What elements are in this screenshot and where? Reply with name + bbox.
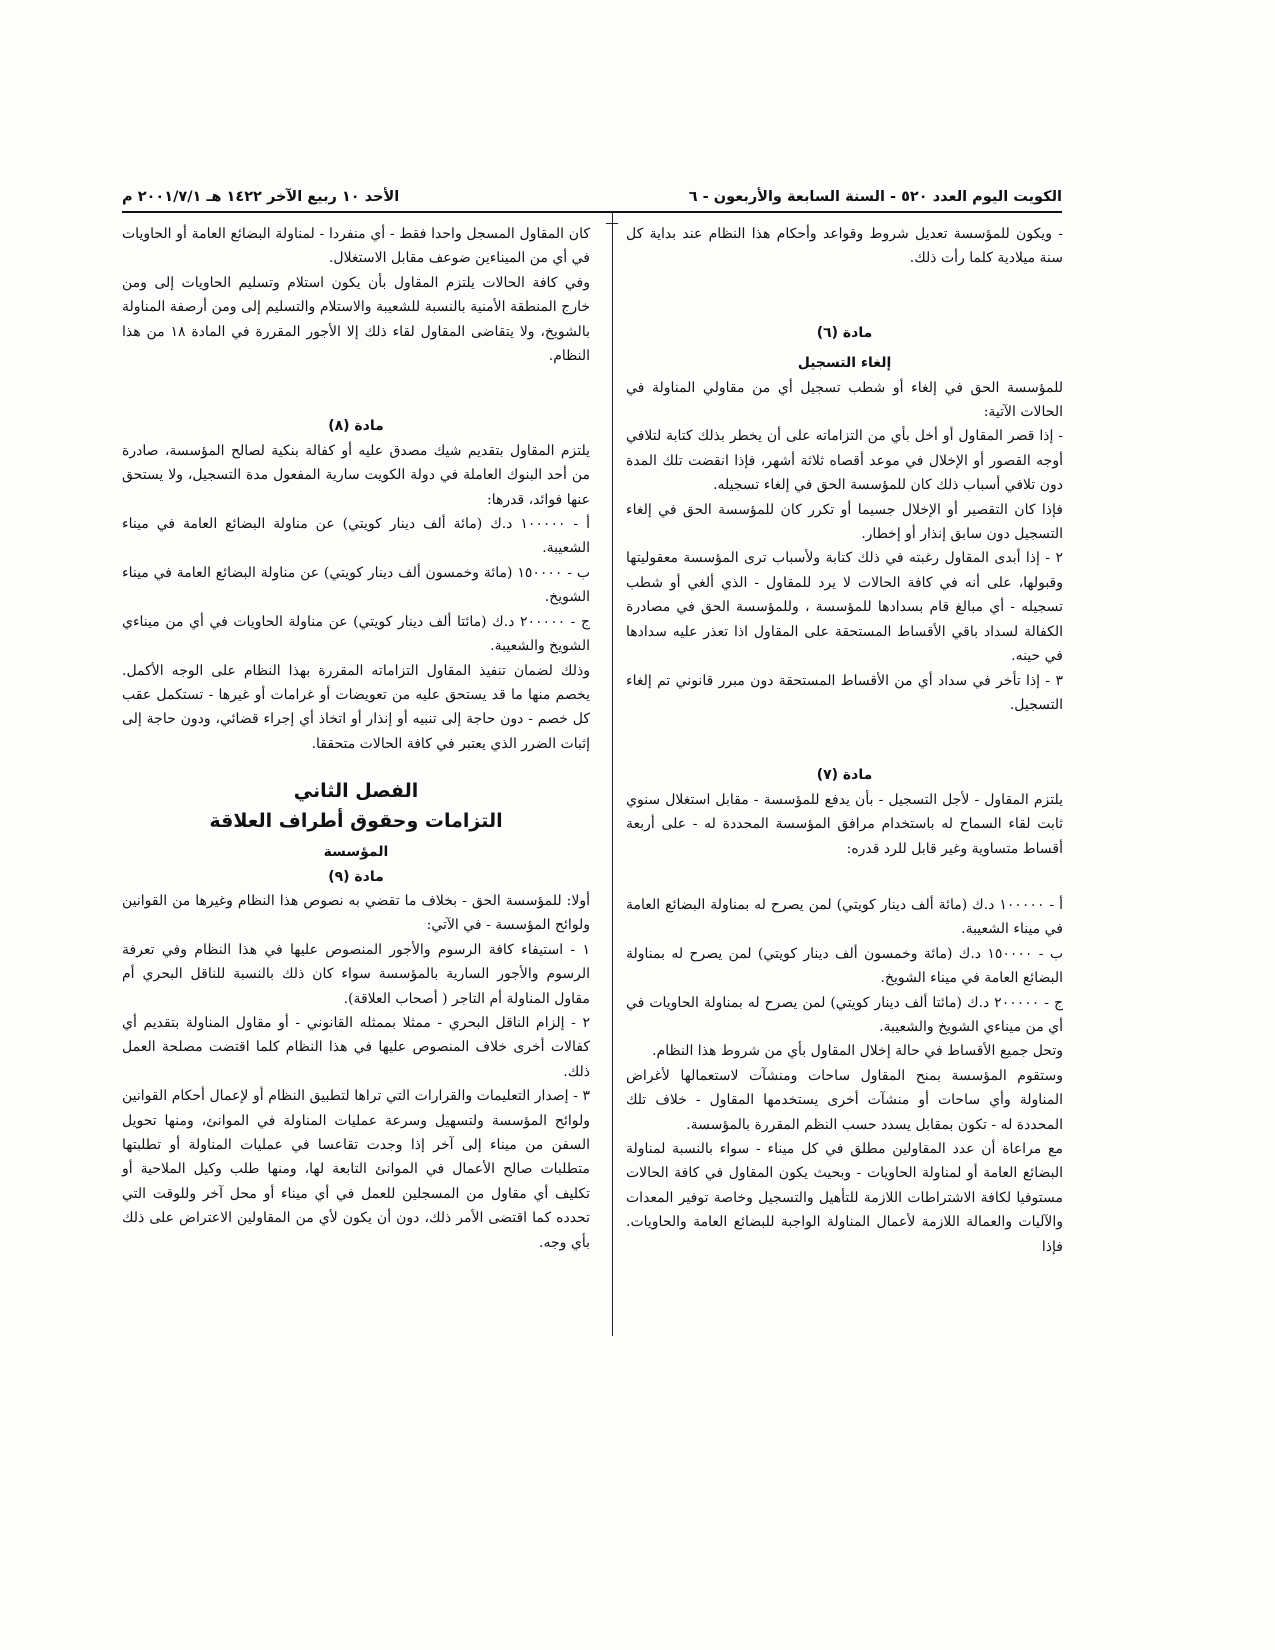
article-6-heading: مادة (٦) (816, 324, 873, 341)
article-6-paragraph: ٣ - إذا تأخر في سداد أي من الأقساط المستحقة دون مبرر قانوني تم إلغاء التسجيل. (626, 672, 1063, 713)
article-7-item: ب - ١٥٠٠٠٠ د.ك (مائة وخمسون ألف دينار كويتي) لمن يصرح له بمناولة البضائع العامة في ميناء الشويخ. (626, 945, 1063, 987)
article-8-paragraph: وذلك لضمان تنفيذ المقاول التزاماته المقررة بهذا النظام على الوجه الأكمل. يخصم منها ما قد يستحق عليه من تعويضات أو غرامات أو غيرها - تستكمل عقب كل خصم - دون حاجة إلى تنبيه أو إنذار أو اتخاذ أي إجراء قضائي، ودون حاجة إلى إثبات الضرر الذي يعتبر في كافة الحالات متحققا. (122, 662, 590, 752)
article-7-heading: مادة (٧) (816, 767, 873, 784)
header-left: الأحد ١٠ ربيع الآخر ١٤٢٢ هـ ٢٠٠١/٧/١ م (122, 189, 400, 205)
left-column (122, 222, 590, 1255)
spacer (626, 717, 1063, 763)
spacer (122, 756, 590, 776)
column-divider (612, 213, 613, 1336)
article-6-paragraph: - إذا قصر المقاول أو أخل بأي من التزاماته على أن يخطر بذلك كتابة لتلافي أوجه القصور أو الإخلال في موعد أقصاه ثلاثة أشهر، فإذا انقضت تلك المدة دون تلافي أسباب ذلك كان للمؤسسة الحق في إلغاء تسجيله. (626, 428, 1063, 494)
article-6-paragraph: فإذا كان التقصير أو الإخلال جسيما أو تكرر كان للمؤسسة الحق في إلغاء التسجيل دون سابق إنذار أو إخطار. (626, 501, 1063, 543)
article-7-item: أ - ١٠٠٠٠٠ د.ك (مائة ألف دينار كويتي) لمن يصرح له بمناولة البضائع العامة في ميناء الشعيبة. (626, 896, 1063, 938)
continued-paragraph: وفي كافة الحالات يلتزم المقاول بأن يكون استلام وتسليم الحاويات إلى ومن خارج المنطقة الأمنية بالنسبة للشعيبة والاستلام والتسليم إلى ومن أرصفة المناولة بالشويخ، ولا يتقاضى المقاول لقاء ذلك إلا الأجور المقررة في المادة ١٨ من هذا النظام. (122, 274, 590, 365)
spacer (122, 368, 590, 414)
section-heading: المؤسسة (323, 844, 389, 861)
chapter-title: الفصل الثاني (293, 780, 419, 803)
article-7-item: ج - ٢٠٠٠٠٠ د.ك (مائتا ألف دينار كويتي) لمن يصرح له بمناولة الحاويات في أي من ميناءي الشويخ والشعيبة. (626, 994, 1063, 1035)
article-8-item: ب - ١٥٠٠٠٠ (مائة وخمسون ألف دينار كويتي) عن مناولة البضائع العامة في ميناء الشويخ. (122, 564, 590, 606)
header-right: الكويت اليوم العدد ٥٢٠ - السنة السابعة والأربعون - ٦ (688, 189, 1062, 205)
article-7-paragraph: وتحل جميع الأقساط في حالة إخلال المقاول بأي من شروط هذا النظام. (652, 1043, 1063, 1060)
article-6-paragraph: للمؤسسة الحق في إلغاء أو شطب تسجيل أي من مقاولي المناولة في الحالات الآتية: (626, 379, 1063, 421)
article-8-heading: مادة (٨) (328, 418, 384, 435)
intro-paragraph: - ويكون للمؤسسة تعديل شروط وقواعد وأحكام هذا النظام عند بداية كل سنة ميلادية كلما رأت ذلك. (626, 226, 1063, 267)
article-8-item: ج - ٢٠٠٠٠٠ د.ك (مائتا ألف دينار كويتي) عن مناولة الحاويات في أي من ميناءي الشويخ والشعيبة. (122, 613, 591, 655)
spacer (626, 271, 1063, 321)
spacer (626, 861, 1063, 893)
chapter-subtitle: التزامات وحقوق أطراف العلاقة (209, 810, 503, 833)
article-9-item: ٢ - إلزام الناقل البحري - ممثلا بممثله القانوني - أو مقاول المناولة بتقديم أي كفالات أخرى خلاف المنصوص عليها في هذا النظام كلما اقتضت مصلحة العمل ذلك. (122, 1014, 590, 1080)
article-8-item: أ - ١٠٠٠٠٠ د.ك (مائة ألف دينار كويتي) عن مناولة البضائع العامة في ميناء الشعيبة. (122, 516, 590, 557)
article-6-paragraph: ٢ - إذا أبدى المقاول رغبته في ذلك كتابة ولأسباب ترى المؤسسة معقوليتها وقبولها، على أنه في كافة الحالات لا يرد للمقاول - الذي ألغي أو شطب تسجيله - أي مبالغ قام بسدادها للمؤسسة ، وللمؤسسة الحق في مصادرة الكفالة لسداد باقي الأقساط المستحقة على المقاول اذا تعذر عليه سدادها في حينه. (626, 550, 1063, 665)
article-7-paragraph: وستقوم المؤسسة بمنح المقاول ساحات ومنشآت لاستعمالها لأغراض المناولة وأي ساحات أو منشآت أخرى يستخدمها المقاول - خلاف تلك المحددة له - تكون بمقابل يسدد حسب النظم المقررة بالمؤسسة. (626, 1067, 1063, 1133)
divider-tick (606, 223, 618, 224)
continued-paragraph: كان المقاول المسجل واحدا فقط - أي منفردا - لمناولة البضائع العامة أو الحاويات في أي من الميناءين ضوعف مقابل الاستغلال. (122, 226, 590, 267)
right-column (626, 222, 1063, 1259)
article-9-paragraph: أولا: للمؤسسة الحق - بخلاف ما تقضي به نصوص هذا النظام وغيرها من القوانين ولوائح المؤسسة - في الآتي: (122, 892, 590, 934)
article-9-item: ١ - استيفاء كافة الرسوم والأجور المنصوص عليها في هذا النظام وفي تعرفة الرسوم والأجور السارية بالمؤسسة سواء كان ذلك بالنسبة للناقل البحري أم مقاول المناولة أم التاجر ( أصحاب العلاقة). (122, 941, 590, 1007)
article-7-paragraph: يلتزم المقاول - لأجل التسجيل - بأن يدفع للمؤسسة - مقابل استغلال سنوي ثابت لقاء السماح له باستخدام مرافق المؤسسة المحددة له - على أربعة أقساط متساوية وغير قابل للرد قدره: (626, 791, 1063, 857)
header-rule (122, 211, 1062, 213)
article-9-item: ٣ - إصدار التعليمات والقرارات التي تراها لتطبيق النظام أو لإعمال أحكام القوانين ولوائح المؤسسة ولتسهيل وسرعة عمليات المناولة في الموانئ، ومنها تحويل السفن من ميناء إلى آخر إذا وجدت تقاعسا في عمليات المناولة أو تطلبتها متطلبات صالح الأعمال في الموانئ التابعة لها، ومنها طلب وكيل الملاحية أو تكليف أي مقاول من المسجلين للعمل في أي ميناء أو محل آخر وللوقت التي تحدده كما اقتضى الأمر ذلك، دون أن يكون لأي من المقاولين الاعتراض على ذلك بأي وجه. (122, 1088, 590, 1251)
article-7-paragraph: مع مراعاة أن عدد المقاولين مطلق في كل ميناء - سواء بالنسبة لمناولة البضائع العامة أو لمناولة الحاويات - وبحيث يكون المقاول في كافة الحالات مستوفيا لكافة الاشتراطات اللازمة للتأهيل والتسجيل وخاصة توفير المعدات والآليات والعمالة اللازمة لأعمال المناولة الواجبة للبضائع العامة والحاويات. فإذا (626, 1141, 1063, 1255)
page-header (122, 186, 1062, 208)
article-6-subheading: إلغاء التسجيل (797, 355, 892, 372)
article-9-heading: مادة (٩) (328, 868, 384, 885)
article-8-paragraph: يلتزم المقاول بتقديم شيك مصدق عليه أو كفالة بنكية لصالح المؤسسة، صادرة من أحد البنوك العاملة في دولة الكويت سارية المفعول مدة التسجيل، ولا يستحق عنها فوائد، قدرها: (122, 442, 590, 508)
